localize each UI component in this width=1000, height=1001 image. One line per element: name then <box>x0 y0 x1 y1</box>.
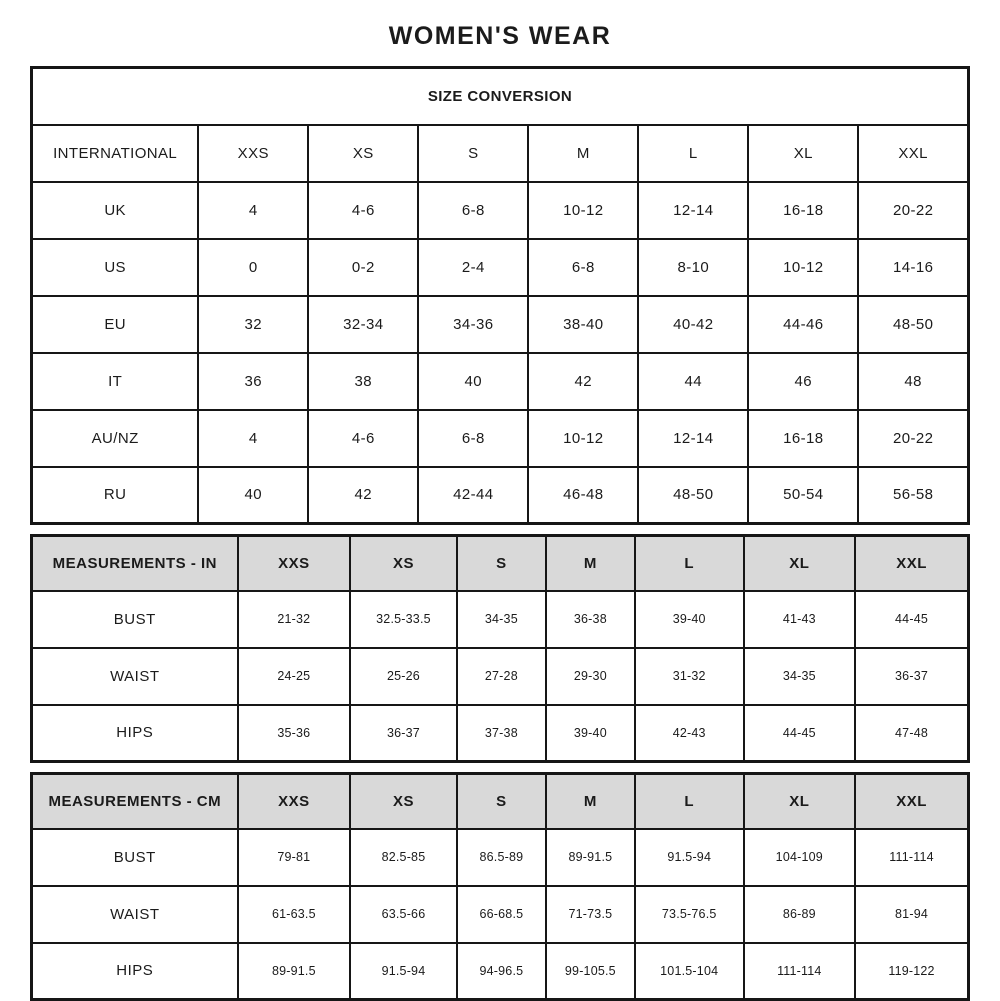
table-row-uk <box>32 182 969 239</box>
row-label-eu: EU <box>32 296 199 353</box>
row-label-hips: HIPS <box>32 705 238 762</box>
cell-ru-s: 42-44 <box>418 467 528 524</box>
cell-bust-s: 86.5-89 <box>457 829 546 886</box>
cell-hips-l: 101.5-104 <box>635 943 744 1000</box>
table-row-bust <box>32 591 969 648</box>
corner-header: MEASUREMENTS - IN <box>32 536 238 591</box>
cell-waist-xl: 86-89 <box>744 886 856 943</box>
table-row-eu <box>32 296 969 353</box>
row-label-uk: UK <box>32 182 199 239</box>
cell-au-nz-s: 6-8 <box>418 410 528 467</box>
cell-au-nz-m: 10-12 <box>528 410 638 467</box>
cell-it-s: 40 <box>418 353 528 410</box>
cell-ru-l: 48-50 <box>638 467 748 524</box>
cell-waist-l: 31-32 <box>635 648 744 705</box>
cell-waist-xxs: 61-63.5 <box>238 886 350 943</box>
column-header-xxs: XXS <box>238 536 350 591</box>
cell-bust-xxl: 111-114 <box>855 829 968 886</box>
cell-waist-xl: 34-35 <box>744 648 856 705</box>
cell-waist-xxl: 81-94 <box>855 886 968 943</box>
table-row-hips <box>32 943 969 1000</box>
cell-ru-xl: 50-54 <box>748 467 858 524</box>
cell-bust-xxl: 44-45 <box>855 591 968 648</box>
column-header-xs: XS <box>308 125 418 182</box>
row-label-bust: BUST <box>32 591 238 648</box>
cell-bust-xs: 32.5-33.5 <box>350 591 457 648</box>
cell-us-xxs: 0 <box>198 239 308 296</box>
size-conversion-table <box>30 66 970 525</box>
cell-ru-m: 46-48 <box>528 467 638 524</box>
column-header-s: S <box>418 125 528 182</box>
cell-hips-s: 94-96.5 <box>457 943 546 1000</box>
row-label-it: IT <box>32 353 199 410</box>
corner-header: MEASUREMENTS - CM <box>32 774 238 829</box>
cell-hips-xxl: 47-48 <box>855 705 968 762</box>
table-row-bust <box>32 829 969 886</box>
column-header-m: M <box>546 536 635 591</box>
cell-ru-xxs: 40 <box>198 467 308 524</box>
cell-it-l: 44 <box>638 353 748 410</box>
cell-waist-xs: 25-26 <box>350 648 457 705</box>
cell-eu-s: 34-36 <box>418 296 528 353</box>
cell-uk-s: 6-8 <box>418 182 528 239</box>
cell-bust-xl: 41-43 <box>744 591 856 648</box>
cell-waist-xxl: 36-37 <box>855 648 968 705</box>
column-header-xxl: XXL <box>855 536 968 591</box>
row-label-ru: RU <box>32 467 199 524</box>
cell-hips-xxs: 35-36 <box>238 705 350 762</box>
cell-eu-m: 38-40 <box>528 296 638 353</box>
column-header-xl: XL <box>748 125 858 182</box>
column-header-xxs: XXS <box>198 125 308 182</box>
cell-bust-xl: 104-109 <box>744 829 856 886</box>
cell-us-xxl: 14-16 <box>858 239 968 296</box>
column-header-xs: XS <box>350 536 457 591</box>
cell-au-nz-xxs: 4 <box>198 410 308 467</box>
column-header-xxl: XXL <box>855 774 968 829</box>
cell-us-xl: 10-12 <box>748 239 858 296</box>
cell-hips-xl: 44-45 <box>744 705 856 762</box>
column-header-l: L <box>635 536 744 591</box>
cell-eu-l: 40-42 <box>638 296 748 353</box>
cell-hips-xs: 36-37 <box>350 705 457 762</box>
cell-uk-l: 12-14 <box>638 182 748 239</box>
measurements_in-header-row <box>32 536 969 591</box>
cell-hips-l: 42-43 <box>635 705 744 762</box>
cell-bust-l: 91.5-94 <box>635 829 744 886</box>
cell-uk-xl: 16-18 <box>748 182 858 239</box>
table-row-it <box>32 353 969 410</box>
cell-us-m: 6-8 <box>528 239 638 296</box>
row-label-au-nz: AU/NZ <box>32 410 199 467</box>
cell-au-nz-xs: 4-6 <box>308 410 418 467</box>
table-row-au-nz <box>32 410 969 467</box>
cell-hips-xxs: 89-91.5 <box>238 943 350 1000</box>
cell-uk-xxl: 20-22 <box>858 182 968 239</box>
cell-uk-xxs: 4 <box>198 182 308 239</box>
cell-eu-xl: 44-46 <box>748 296 858 353</box>
cell-eu-xxl: 48-50 <box>858 296 968 353</box>
cell-bust-xs: 82.5-85 <box>350 829 457 886</box>
cell-waist-l: 73.5-76.5 <box>635 886 744 943</box>
measurements-in-body <box>32 536 969 762</box>
cell-uk-m: 10-12 <box>528 182 638 239</box>
column-header-l: L <box>638 125 748 182</box>
table-row-hips <box>32 705 969 762</box>
column-header-s: S <box>457 774 546 829</box>
row-label-hips: HIPS <box>32 943 238 1000</box>
cell-ru-xs: 42 <box>308 467 418 524</box>
cell-au-nz-xl: 16-18 <box>748 410 858 467</box>
cell-uk-xs: 4-6 <box>308 182 418 239</box>
cell-bust-l: 39-40 <box>635 591 744 648</box>
cell-us-s: 2-4 <box>418 239 528 296</box>
column-header-s: S <box>457 536 546 591</box>
cell-hips-s: 37-38 <box>457 705 546 762</box>
cell-it-xxs: 36 <box>198 353 308 410</box>
cell-ru-xxl: 56-58 <box>858 467 968 524</box>
row-label-waist: WAIST <box>32 648 238 705</box>
cell-waist-m: 29-30 <box>546 648 635 705</box>
cell-it-xs: 38 <box>308 353 418 410</box>
size_conversion-banner-row <box>32 68 969 125</box>
cell-hips-xl: 111-114 <box>744 943 856 1000</box>
cell-waist-s: 66-68.5 <box>457 886 546 943</box>
measurements_cm-header-row <box>32 774 969 829</box>
column-header-l: L <box>635 774 744 829</box>
cell-it-xl: 46 <box>748 353 858 410</box>
cell-bust-s: 34-35 <box>457 591 546 648</box>
size-conversion-body <box>32 68 969 524</box>
column-header-xs: XS <box>350 774 457 829</box>
cell-waist-xxs: 24-25 <box>238 648 350 705</box>
row-label-waist: WAIST <box>32 886 238 943</box>
table-row-ru <box>32 467 969 524</box>
column-header-m: M <box>546 774 635 829</box>
cell-waist-s: 27-28 <box>457 648 546 705</box>
column-header-xl: XL <box>744 774 856 829</box>
measurements-in-table <box>30 534 970 763</box>
measurements-cm-table <box>30 772 970 1001</box>
cell-us-l: 8-10 <box>638 239 748 296</box>
cell-au-nz-xxl: 20-22 <box>858 410 968 467</box>
column-header-xxl: XXL <box>858 125 968 182</box>
measurements-cm-body <box>32 774 969 1000</box>
cell-hips-xs: 91.5-94 <box>350 943 457 1000</box>
cell-eu-xs: 32-34 <box>308 296 418 353</box>
row-label-us: US <box>32 239 199 296</box>
table-banner: SIZE CONVERSION <box>32 68 969 125</box>
page-title: WOMEN'S WEAR <box>388 22 612 50</box>
cell-bust-xxs: 21-32 <box>238 591 350 648</box>
cell-us-xs: 0-2 <box>308 239 418 296</box>
cell-hips-xxl: 119-122 <box>855 943 968 1000</box>
cell-it-xxl: 48 <box>858 353 968 410</box>
cell-it-m: 42 <box>528 353 638 410</box>
table-row-waist <box>32 648 969 705</box>
cell-waist-xs: 63.5-66 <box>350 886 457 943</box>
table-row-us <box>32 239 969 296</box>
cell-bust-xxs: 79-81 <box>238 829 350 886</box>
cell-bust-m: 36-38 <box>546 591 635 648</box>
cell-eu-xxs: 32 <box>198 296 308 353</box>
column-header-xxs: XXS <box>238 774 350 829</box>
column-header-m: M <box>528 125 638 182</box>
corner-header: INTERNATIONAL <box>32 125 199 182</box>
cell-hips-m: 39-40 <box>546 705 635 762</box>
size_conversion-header-row <box>32 125 969 182</box>
cell-waist-m: 71-73.5 <box>546 886 635 943</box>
table-row-waist <box>32 886 969 943</box>
cell-bust-m: 89-91.5 <box>546 829 635 886</box>
cell-au-nz-l: 12-14 <box>638 410 748 467</box>
row-label-bust: BUST <box>32 829 238 886</box>
cell-hips-m: 99-105.5 <box>546 943 635 1000</box>
column-header-xl: XL <box>744 536 856 591</box>
